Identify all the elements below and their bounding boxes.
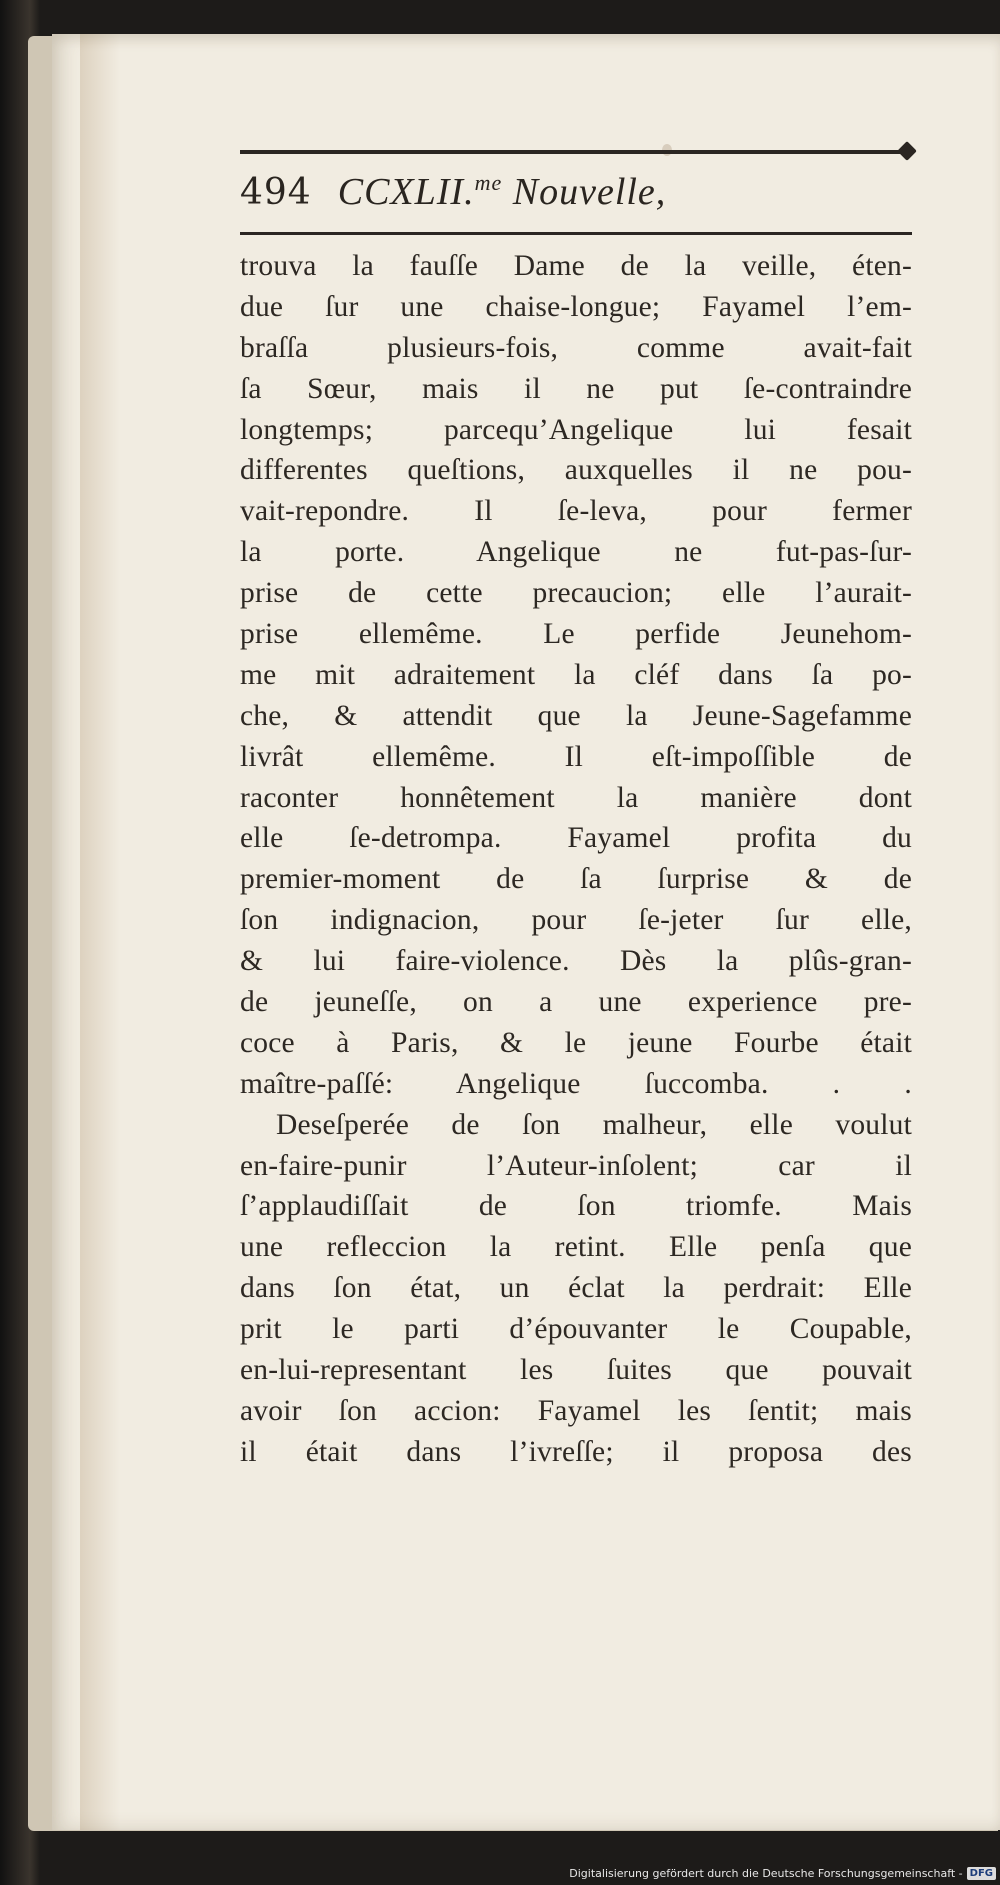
text-line: differentes queſtions, auxquelles il ne pou- [240,454,912,487]
text-line: ſa Sœur, mais il ne put ſe-contraindre [240,372,912,405]
dfg-logo: DFG [967,1867,996,1880]
body-text [240,246,912,1473]
text-line: une refleccion la retint. Elle penſa que [240,1231,912,1264]
text-line: ſon indignacion, pour ſe-jeter ſur elle, [240,904,912,937]
text-line: il était dans l’ivreſſe; il proposa des [240,1435,912,1468]
text-line: dans ſon état, un éclat la perdrait: Elle [240,1272,912,1305]
text-line: vait-repondre. Il ſe-leva, pour fermer [240,495,912,528]
text-line: la porte. Angelique ne fut-pas-ſur- [240,536,912,569]
text-line: che, & attendit que la Jeune-Sagefamme [240,699,912,732]
running-head-numeral: CCXLII. [337,171,475,213]
text-line: me mit adraitement la cléf dans ſa po- [240,658,912,691]
text-line: elle ſe-detrompa. Fayamel profita du [240,822,912,855]
header-bottom-rule [240,232,912,235]
text-line: prise de cette precaucion; elle l’aurait- [240,577,912,610]
page-number: 494 [240,172,312,213]
text-line: livrât ellemême. Il eſt-impoſſible de [240,740,912,773]
running-head [338,170,667,214]
text-line: trouva la fauſſe Dame de la veille, éten- [240,250,912,282]
running-head-title: Nouvelle, [512,171,667,213]
text-line: avoir ſon accion: Fayamel les ſentit; mais [240,1394,912,1427]
page-header [240,170,912,226]
running-head-superscript: me [474,170,503,195]
text-line: maître-paſſé: Angelique ſuccomba. . . [240,1067,912,1100]
text-line: premier-moment de ſa ſurprise & de [240,863,912,896]
credit-text: Digitalisierung gefördert durch die Deutsche Forschungsgemeinschaft - [569,1866,963,1880]
text-line: ſ’applaudiſſait de ſon triomfe. Mais [240,1190,912,1223]
text-line: longtemps; parcequ’Angelique lui fesait [240,413,912,446]
text-line: raconter honnêtement la manière dont [240,781,912,814]
text-line: prise ellemême. Le perfide Jeunehom- [240,618,912,651]
text-line: prit le parti d’épouvanter le Coupable, [240,1313,912,1346]
gutter-shadow [80,34,120,1830]
text-line: de jeuneſſe, on a une experience pre- [240,986,912,1019]
header-top-rule [240,150,912,154]
text-line: en-faire-punir l’Auteur-inſolent; car il [240,1149,912,1182]
text-line: braſſa plusieurs-fois, comme avait-fait [240,331,912,364]
text-line-paragraph-start: Deseſperée de ſon malheur, elle voulut [276,1108,912,1141]
text-line: & lui faire-violence. Dès la plûs-gran- [240,945,912,978]
text-line: en-lui-representant les ſuites que pouvait [240,1354,912,1387]
text-line: due ſur une chaise-longue; Fayamel l’em- [240,290,912,323]
text-line: coce à Paris, & le jeune Fourbe était [240,1026,912,1059]
digitization-credit [569,1863,996,1883]
